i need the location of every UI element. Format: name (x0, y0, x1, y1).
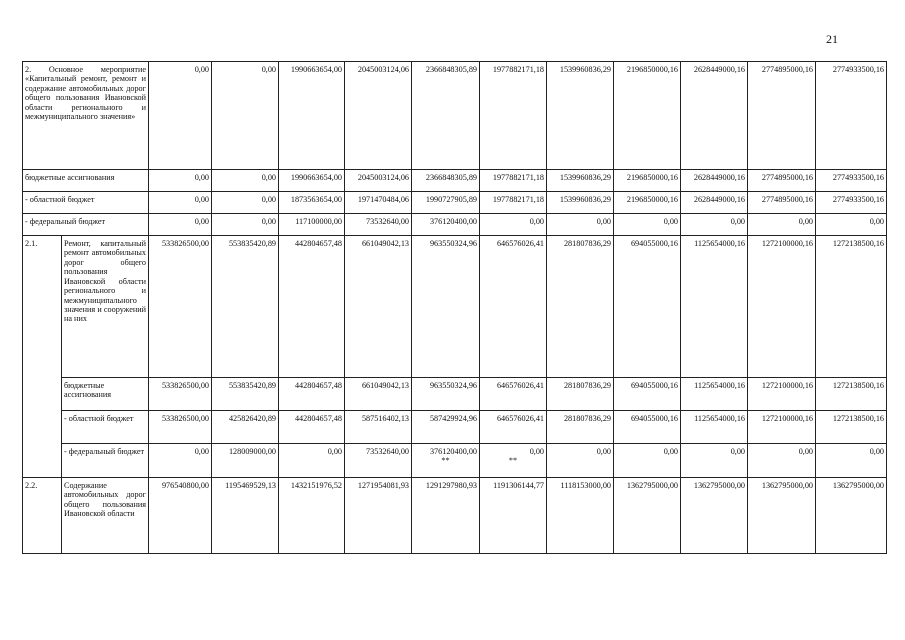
value-text: 0,00 (194, 65, 210, 74)
value-cell (345, 478, 412, 554)
value-cell (816, 62, 887, 170)
value-text: 1539960836,29 (559, 173, 612, 182)
value-text: 2774933500,16 (832, 195, 885, 204)
value-text: 0,00 (261, 65, 277, 74)
value-text: 694055000,16 (630, 381, 679, 390)
value-text: 694055000,16 (630, 239, 679, 248)
value-cell (816, 444, 887, 478)
value-cell (816, 192, 887, 214)
row-code: 2.1. (23, 236, 62, 478)
table-row (23, 192, 887, 214)
value-text: 1291297980,93 (425, 481, 478, 490)
value-text: 587429924,96 (429, 414, 478, 423)
value-text: 553835420,89 (228, 381, 277, 390)
value-cell (345, 62, 412, 170)
value-text: 2045003124,06 (357, 173, 410, 182)
value-cell (279, 62, 345, 170)
value-text: 1990663654,00 (290, 65, 343, 74)
value-cell (748, 62, 816, 170)
value-text: 1272100000,16 (761, 414, 814, 423)
value-text: 117100000,00 (295, 217, 343, 226)
table-row (23, 214, 887, 236)
value-cell (681, 170, 748, 192)
value-text: 0,00 (663, 447, 679, 456)
value-text: 1977882171,18 (492, 195, 545, 204)
value-text: 2774933500,16 (832, 65, 885, 74)
value-cell (681, 192, 748, 214)
value-text: 1971470484,06 (357, 195, 410, 204)
value-cell (614, 444, 681, 478)
budget-table (22, 61, 887, 554)
value-cell (279, 444, 345, 478)
value-text: 0,00 (869, 447, 885, 456)
value-text: 2196850000,16 (626, 195, 679, 204)
value-cell (149, 170, 212, 192)
value-text: 1195469529,13 (225, 481, 277, 490)
value-cell (681, 214, 748, 236)
value-text: 646576026,41 (496, 239, 545, 248)
value-text: 0,00 (663, 217, 679, 226)
value-cell (480, 170, 547, 192)
value-text: 963550324,96 (429, 239, 478, 248)
value-cell (212, 214, 279, 236)
value-text: 533826500,00 (161, 414, 210, 423)
value-cell (345, 444, 412, 478)
row-label: 2. Основное мероприятие «Капитальный ремонт, ремонт и содержание автомобильных дорог общего пользования Ивановской области регионального и межмуниципального значения» (23, 62, 149, 170)
value-text: 0,00 (194, 217, 210, 226)
value-cell (816, 236, 887, 378)
value-cell (547, 236, 614, 378)
value-text: 1125654000,16 (694, 239, 746, 248)
value-text: 2774933500,16 (832, 173, 885, 182)
value-text: 1977882171,18 (492, 173, 545, 182)
page-number: 21 (826, 32, 838, 46)
value-text: 0,00 (194, 195, 210, 204)
value-text: 1272138500,16 (832, 381, 885, 390)
value-cell (149, 192, 212, 214)
value-text: 1539960836,29 (559, 195, 612, 204)
value-text: 0,00 (529, 447, 545, 456)
value-text: 661049042,13 (361, 381, 410, 390)
value-text: 0,00 (261, 217, 277, 226)
table-row (23, 411, 887, 444)
value-text: 2628449000,16 (693, 65, 746, 74)
value-cell (345, 236, 412, 378)
value-cell (412, 236, 480, 378)
value-cell (547, 170, 614, 192)
value-cell (412, 411, 480, 444)
row-label: - областной бюджет (62, 411, 149, 444)
value-cell (345, 378, 412, 411)
value-text: 0,00 (869, 217, 885, 226)
value-cell (547, 214, 614, 236)
value-text: 1271954081,93 (357, 481, 410, 490)
value-text: 128009000,00 (228, 447, 277, 456)
value-text: 2366848305,89 (425, 65, 478, 74)
value-cell (547, 411, 614, 444)
value-text: 73532640,00 (366, 447, 410, 456)
value-cell (279, 192, 345, 214)
value-cell (681, 62, 748, 170)
value-cell (614, 378, 681, 411)
value-text: 1539960836,29 (559, 65, 612, 74)
value-cell (614, 192, 681, 214)
value-text: 1432151976,52 (290, 481, 343, 490)
value-cell (345, 192, 412, 214)
value-text: 0,00 (261, 173, 277, 182)
value-cell (748, 378, 816, 411)
value-text: 376120400,00 (429, 447, 478, 456)
value-text: 442804657,48 (294, 239, 343, 248)
value-cell (412, 378, 480, 411)
footnote-mark: ** (508, 456, 518, 466)
value-cell (345, 214, 412, 236)
value-cell (614, 478, 681, 554)
value-cell (279, 170, 345, 192)
footnote-mark: ** (441, 456, 450, 466)
row-label: Содержание автомобильных дорог общего пользования Ивановской области (62, 478, 149, 554)
value-text: 0,00 (798, 447, 814, 456)
value-cell (816, 214, 887, 236)
value-text: 1873563654,00 (290, 195, 343, 204)
row-code: 2.2. (23, 478, 62, 554)
value-text: 2774895000,16 (761, 195, 814, 204)
value-text: 0,00 (194, 447, 210, 456)
value-text: 1272138500,16 (832, 414, 885, 423)
value-cell (212, 378, 279, 411)
value-text: 1272138500,16 (832, 239, 885, 248)
value-text: 0,00 (730, 447, 746, 456)
value-text: 2774895000,16 (761, 65, 814, 74)
value-text: 587516402,13 (361, 414, 410, 423)
value-cell (345, 411, 412, 444)
value-text: 1990727905,89 (425, 195, 478, 204)
value-cell (412, 192, 480, 214)
value-text: 1362795000,00 (832, 481, 885, 490)
value-text: 281807836,29 (563, 381, 612, 390)
row-label: Ремонт, капитальный ремонт автомобильных дорог общего пользования Ивановской области регионального и межмуниципального значения и сооружений на них (62, 236, 149, 378)
value-cell (816, 411, 887, 444)
value-cell (614, 236, 681, 378)
value-text: 1990663654,00 (290, 173, 343, 182)
value-cell (547, 378, 614, 411)
value-text: 73532640,00 (366, 217, 410, 226)
value-cell (681, 378, 748, 411)
value-cell (816, 478, 887, 554)
value-cell (480, 192, 547, 214)
value-text: 0,00 (730, 217, 746, 226)
value-text: 0,00 (596, 217, 612, 226)
value-text: 553835420,89 (228, 239, 277, 248)
value-cell (816, 170, 887, 192)
value-text: 1125654000,16 (694, 414, 746, 423)
value-cell (614, 62, 681, 170)
value-text: 1272100000,16 (761, 381, 814, 390)
value-text: 694055000,16 (630, 414, 679, 423)
value-text: 0,00 (261, 195, 277, 204)
row-label: бюджетные ассигнования (23, 170, 149, 192)
value-text: 2628449000,16 (693, 195, 746, 204)
value-cell (480, 236, 547, 378)
value-cell (412, 214, 480, 236)
row-label: - областной бюджет (23, 192, 149, 214)
value-text: 442804657,48 (294, 414, 343, 423)
row-label: бюджетные ассигнования (62, 378, 149, 411)
value-cell (480, 214, 547, 236)
value-cell (748, 214, 816, 236)
value-cell (149, 214, 212, 236)
value-cell (748, 170, 816, 192)
value-text: 1125654000,16 (694, 381, 746, 390)
value-text: 2774895000,16 (761, 173, 814, 182)
table-row (23, 378, 887, 411)
value-cell (279, 236, 345, 378)
value-text: 1977882171,18 (492, 65, 545, 74)
value-text: 281807836,29 (563, 414, 612, 423)
table-row (23, 170, 887, 192)
value-cell (212, 236, 279, 378)
value-cell (279, 478, 345, 554)
value-cell (816, 378, 887, 411)
value-cell (149, 236, 212, 378)
value-text: 1272100000,16 (761, 239, 814, 248)
value-text: 976540800,00 (161, 481, 210, 490)
value-cell (480, 378, 547, 411)
value-text: 1362795000,00 (761, 481, 814, 490)
value-text: 442804657,48 (294, 381, 343, 390)
value-text: 0,00 (798, 217, 814, 226)
value-text: 0,00 (194, 173, 210, 182)
table-row (23, 444, 887, 478)
value-text: 1362795000,00 (693, 481, 746, 490)
value-text: 0,00 (529, 217, 545, 226)
row-label: - федеральный бюджет (62, 444, 149, 478)
value-text: 646576026,41 (496, 381, 545, 390)
value-cell (212, 62, 279, 170)
value-cell (412, 62, 480, 170)
value-cell (480, 478, 547, 554)
value-text: 2196850000,16 (626, 65, 679, 74)
value-cell (345, 170, 412, 192)
value-cell (681, 478, 748, 554)
value-text: 2045003124,06 (357, 65, 410, 74)
value-cell (681, 411, 748, 444)
value-cell (681, 444, 748, 478)
value-cell (279, 378, 345, 411)
value-cell (412, 444, 480, 478)
value-cell (279, 411, 345, 444)
value-text: 533826500,00 (161, 381, 210, 390)
value-cell (480, 411, 547, 444)
value-cell (614, 411, 681, 444)
value-cell (149, 62, 212, 170)
value-cell (748, 192, 816, 214)
value-text: 1191306144,77 (493, 481, 545, 490)
value-cell (614, 214, 681, 236)
value-text: 1118153000,00 (560, 481, 612, 490)
table-row (23, 478, 887, 554)
value-cell (681, 236, 748, 378)
value-cell (480, 62, 547, 170)
value-text: 0,00 (327, 447, 343, 456)
value-cell (149, 378, 212, 411)
value-text: 661049042,13 (361, 239, 410, 248)
value-cell (149, 478, 212, 554)
value-cell (547, 444, 614, 478)
value-cell (547, 478, 614, 554)
value-text: 533826500,00 (161, 239, 210, 248)
value-cell (412, 478, 480, 554)
value-cell (614, 170, 681, 192)
value-cell (748, 236, 816, 378)
value-cell (149, 444, 212, 478)
value-cell (212, 411, 279, 444)
value-cell (279, 214, 345, 236)
value-text: 2628449000,16 (693, 173, 746, 182)
value-cell (547, 192, 614, 214)
value-cell (212, 444, 279, 478)
value-text: 646576026,41 (496, 414, 545, 423)
value-cell (212, 478, 279, 554)
value-cell (748, 444, 816, 478)
value-text: 425826420,89 (228, 414, 277, 423)
value-text: 1362795000,00 (626, 481, 679, 490)
value-cell (480, 444, 547, 478)
value-text: 963550324,96 (429, 381, 478, 390)
table-row (23, 236, 887, 378)
value-text: 2366848305,89 (425, 173, 478, 182)
value-cell (212, 192, 279, 214)
table-row (23, 62, 887, 170)
value-text: 376120400,00 (429, 217, 478, 226)
value-cell (547, 62, 614, 170)
value-cell (412, 170, 480, 192)
value-cell (748, 478, 816, 554)
value-text: 281807836,29 (563, 239, 612, 248)
value-text: 0,00 (596, 447, 612, 456)
value-text: 2196850000,16 (626, 173, 679, 182)
value-cell (149, 411, 212, 444)
value-cell (748, 411, 816, 444)
value-cell (212, 170, 279, 192)
row-label: - федеральный бюджет (23, 214, 149, 236)
